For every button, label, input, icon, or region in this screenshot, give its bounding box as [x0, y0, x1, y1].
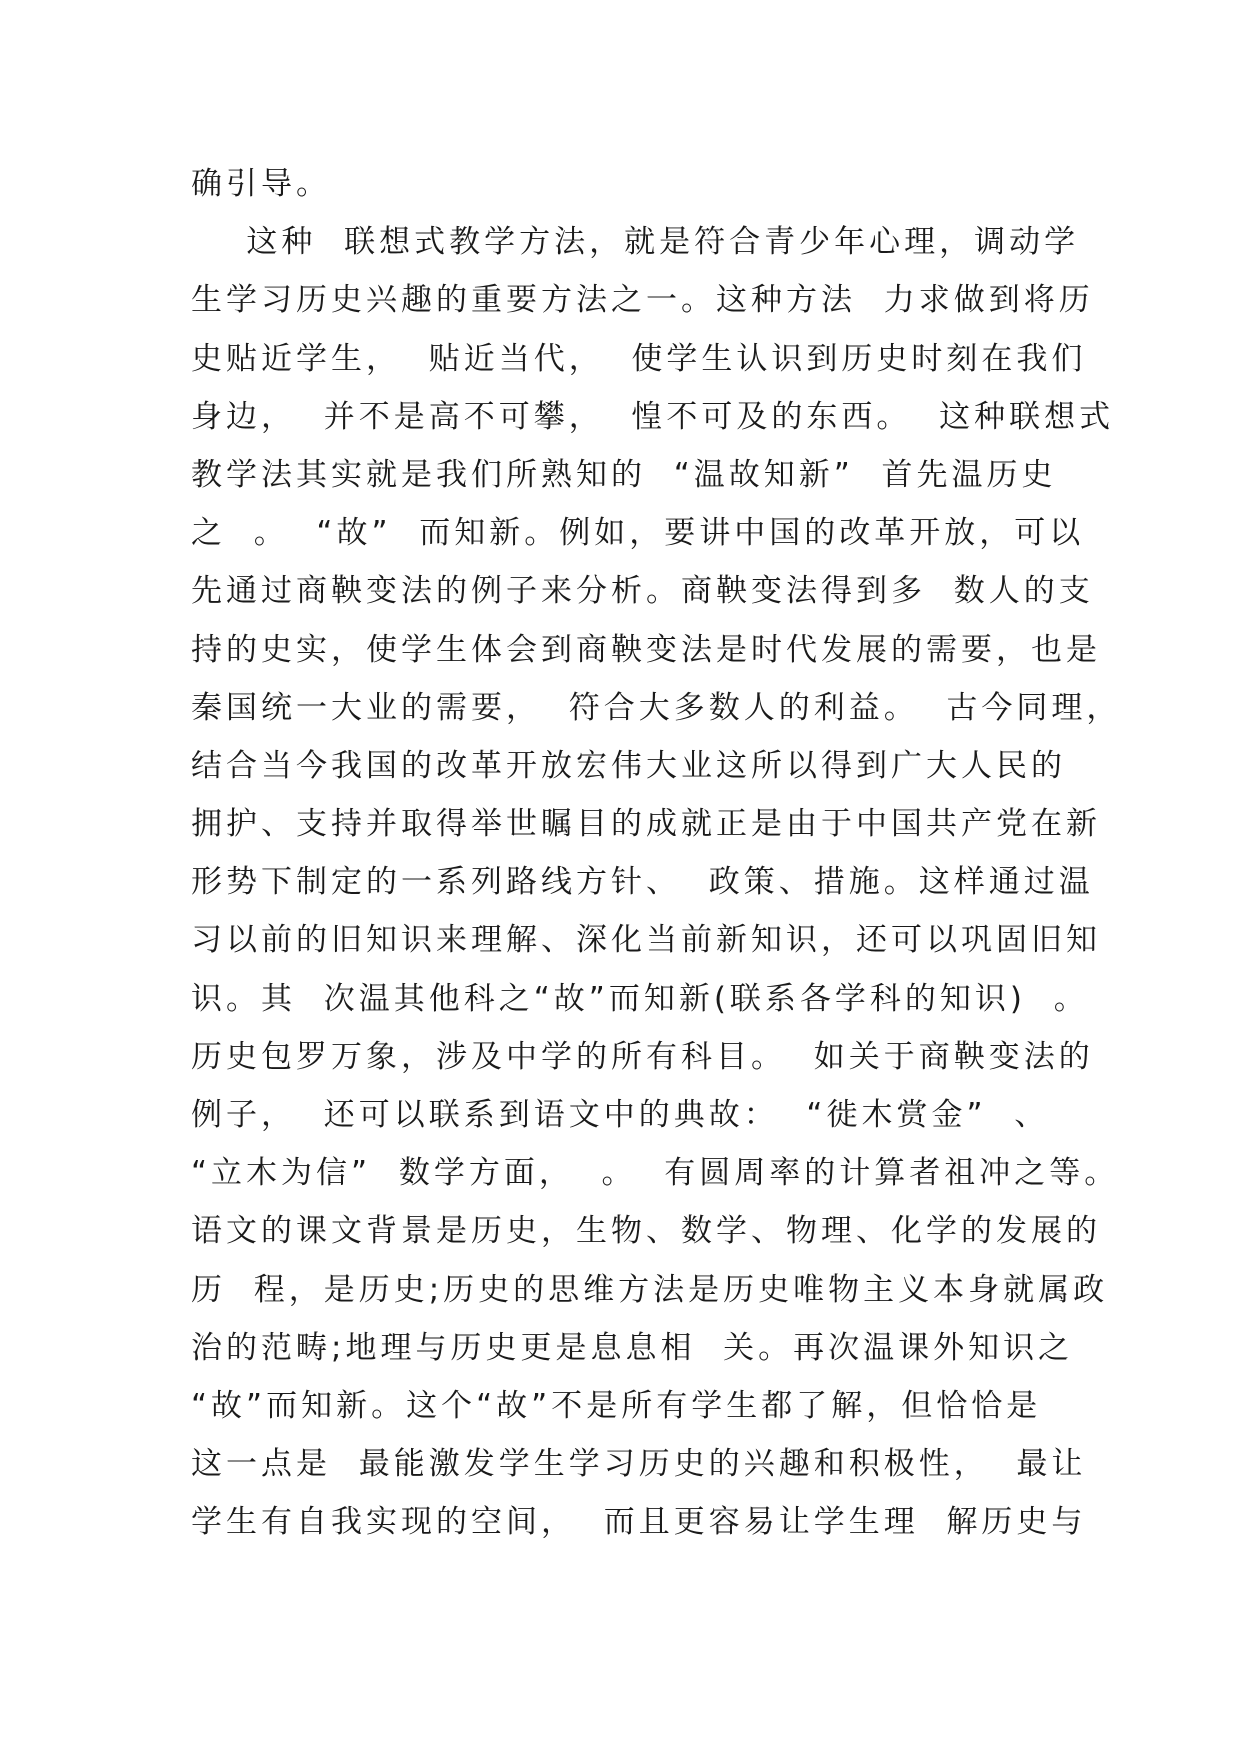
text-line: 这种 联想式教学方法，就是符合青少年心理，调动学 — [191, 224, 1080, 261]
text-line: 习以前的旧知识来理解、深化当前新知识，还可以巩固旧知 — [191, 922, 1101, 959]
text-line: 历史包罗万象，涉及中学的所有科目。 如关于商鞅变法的 — [191, 1038, 1094, 1075]
text-line: 治的范畴;地理与历史更是息息相 关。再次温课外知识之 — [191, 1329, 1074, 1366]
text-line: 学生有自我实现的空间， 而且更容易让学生理 解历史与 — [191, 1504, 1087, 1541]
text-line: 历 程，是历史;历史的思维方法是历史唯物主义本身就属政 — [191, 1271, 1109, 1308]
text-line: 拥护、支持并取得举世瞩目的成就正是由于中国共产党在新 — [191, 806, 1101, 843]
body-text — [191, 155, 1122, 1552]
text-line: “故”而知新。这个“故”不是所有学生都了解，但恰恰是 — [191, 1387, 1042, 1424]
text-line: 形势下制定的一系列路线方针、 政策、措施。这样通过温 — [191, 864, 1094, 901]
text-line: 例子， 还可以联系到语文中的典故： “徙木赏金” 、 — [191, 1097, 1050, 1133]
text-line: 身边， 并不是高不可攀， 惶不可及的东西。 这种联想式 — [191, 398, 1115, 435]
text-line: 秦国统一大业的需要， 符合大多数人的利益。 古今同理， — [191, 689, 1122, 726]
text-line: “立木为信” 数学方面， 。 有圆周率的计算者祖冲之等。 — [191, 1155, 1120, 1192]
text-line: 持的史实，使学生体会到商鞅变法是时代发展的需要，也是 — [191, 631, 1101, 668]
text-line: 之 。 “故” 而知新。例如，要讲中国的改革开放，可以 — [191, 515, 1085, 552]
text-line: 史贴近学生， 贴近当代， 使学生认识到历史时刻在我们 — [191, 340, 1087, 377]
text-line: 教学法其实就是我们所熟知的 “温故知新” 首先温历史 — [191, 456, 1057, 493]
text-line: 结合当今我国的改革开放宏伟大业这所以得到广大人民的 — [191, 747, 1066, 784]
text-line: 生学习历史兴趣的重要方法之一。这种方法 力求做到将历 — [191, 282, 1094, 319]
text-line: 确引导。 — [191, 166, 331, 202]
text-line: 识。其 次温其他科之“故”而知新(联系各学科的知识) 。 — [191, 980, 1089, 1017]
text-line: 语文的课文背景是历史，生物、数学、物理、化学的发展的 — [191, 1213, 1101, 1250]
text-line: 这一点是 最能激发学生学习历史的兴趣和积极性， 最让 — [191, 1446, 1087, 1483]
text-line: 先通过商鞅变法的例子来分析。商鞅变法得到多 数人的支 — [191, 573, 1094, 610]
